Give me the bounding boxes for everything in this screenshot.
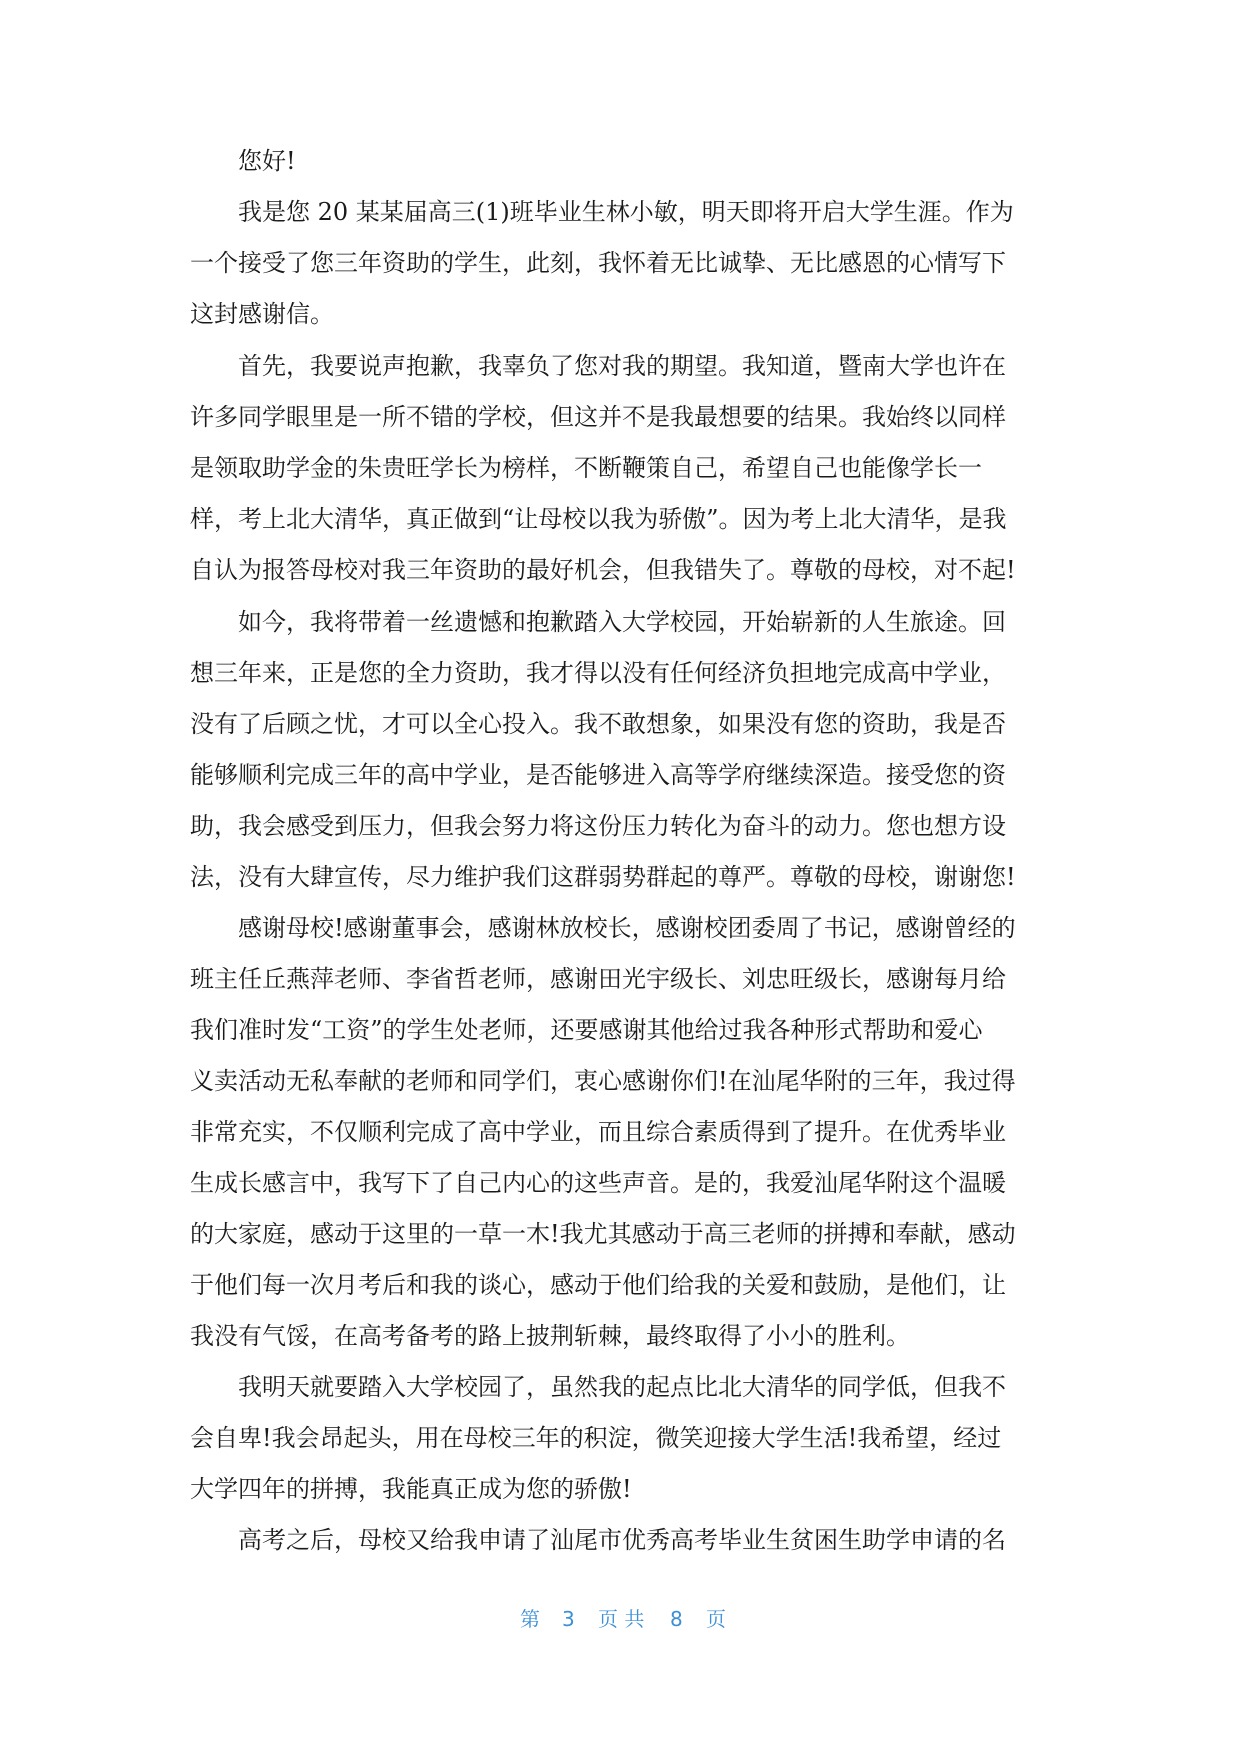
text-line: 我明天就要踏入大学校园了，虽然我的起点比北大清华的同学低，但我不 [238,1373,1006,1401]
text-line: 班主任丘燕萍老师、李省哲老师，感谢田光宇级长、刘忠旺级长，感谢每月给 [190,965,1006,993]
text-line: 没有了后顾之忧，才可以全心投入。我不敢想象，如果没有您的资助，我是否 [190,710,1006,738]
text-line: 我是您 20 某某届高三(1)班毕业生林小敏，明天即将开启大学生涯。作为 [238,198,1014,226]
text-line: 我们准时发“工资”的学生处老师，还要感谢其他给过我各种形式帮助和爱心 [190,1016,983,1044]
text-line: 首先，我要说声抱歉，我辜负了您对我的期望。我知道，暨南大学也许在 [238,352,1006,380]
footer-prefix: 第 [520,1607,540,1631]
text-line: 于他们每一次月考后和我的谈心，感动于他们给我的关爱和鼓励，是他们，让 [190,1271,1006,1299]
footer-middle: 页 共 [598,1607,645,1631]
text-line: 会自卑!我会昂起头，用在母校三年的积淀，微笑迎接大学生活!我希望，经过 [190,1424,1002,1452]
text-line: 一个接受了您三年资助的学生，此刻，我怀着无比诚挚、无比感恩的心情写下 [190,249,1006,277]
text-line: 您好! [238,147,296,175]
text-line: 许多同学眼里是一所不错的学校，但这并不是我最想要的结果。我始终以同样 [190,403,1006,431]
page-footer [0,1604,1241,1644]
text-line: 的大家庭，感动于这里的一草一木!我尤其感动于高三老师的拼搏和奉献，感动 [190,1220,1016,1248]
text-line: 法，没有大肆宣传，尽力维护我们这群弱势群起的尊严。尊敬的母校，谢谢您! [190,863,1016,891]
text-line: 是领取助学金的朱贵旺学长为榜样，不断鞭策自己，希望自己也能像学长一 [190,454,982,482]
text-line: 大学四年的拼搏，我能真正成为您的骄傲! [190,1475,632,1503]
footer-suffix: 页 [706,1607,726,1631]
text-line: 高考之后，母校又给我申请了汕尾市优秀高考毕业生贫困生助学申请的名 [238,1526,1006,1554]
current-page-number: 3 [562,1607,575,1631]
text-line: 感谢母校!感谢董事会，感谢林放校长，感谢校团委周了书记，感谢曾经的 [238,914,1016,942]
text-line: 我没有气馁，在高考备考的路上披荆斩棘，最终取得了小小的胜利。 [190,1322,910,1350]
text-line: 生成长感言中，我写下了自己内心的这些声音。是的，我爱汕尾华附这个温暖 [190,1169,1006,1197]
text-line: 助，我会感受到压力，但我会努力将这份压力转化为奋斗的动力。您也想方设 [190,812,1006,840]
text-line: 样，考上北大清华，真正做到“让母校以我为骄傲”。因为考上北大清华，是我 [190,505,1007,533]
text-line: 这封感谢信。 [190,300,334,328]
text-line: 义卖活动无私奉献的老师和同学们，衷心感谢你们!在汕尾华附的三年，我过得 [190,1067,1016,1095]
text-line: 想三年来，正是您的全力资助，我才得以没有任何经济负担地完成高中学业， [190,659,1006,687]
text-line: 自认为报答母校对我三年资助的最好机会，但我错失了。尊敬的母校，对不起! [190,556,1016,584]
text-line: 能够顺利完成三年的高中学业，是否能够进入高等学府继续深造。接受您的资 [190,761,1006,789]
text-line: 如今，我将带着一丝遗憾和抱歉踏入大学校园，开始崭新的人生旅途。回 [238,608,1006,636]
text-line: 非常充实，不仅顺利完成了高中学业，而且综合素质得到了提升。在优秀毕业 [190,1118,1006,1146]
total-pages-number: 8 [670,1607,683,1631]
